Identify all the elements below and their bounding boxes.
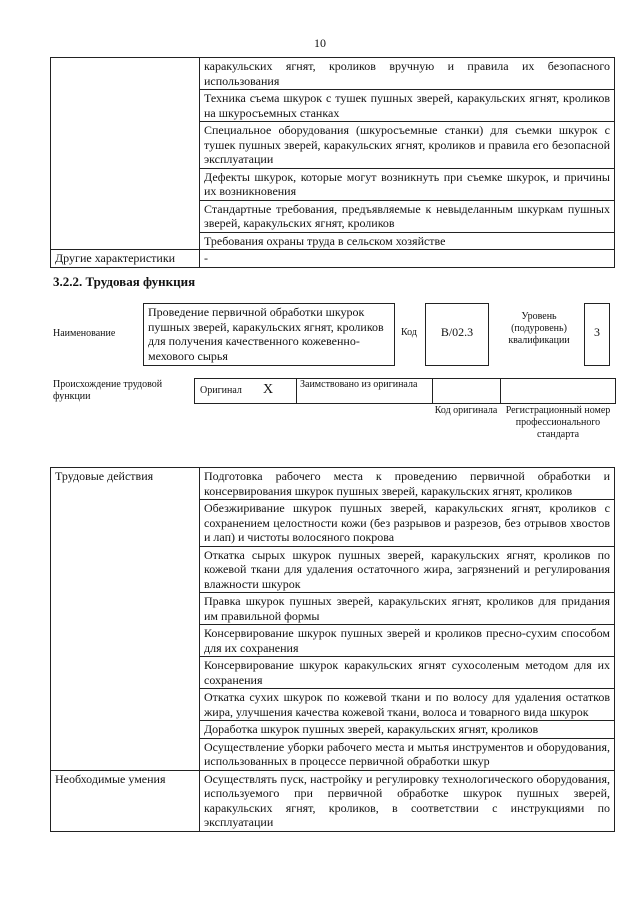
- table-cell: Откатка сухих шкурок по кожевой ткани и по волосу для удаления остатков жира, улучшения качества кожевой ткани, волоса и товарного вида шкурок: [200, 689, 615, 721]
- table-cell: Консервирование шкурок пушных зверей и кроликов пресно-сухим способом для их сохранения: [200, 625, 615, 657]
- level-value-box: 3: [584, 303, 610, 366]
- borrowed-label: Заимствовано из оригинала: [300, 379, 418, 390]
- section-title: 3.2.2. Трудовая функция: [53, 274, 196, 289]
- row-label: Необходимые умения: [51, 770, 200, 831]
- labor-actions-table: [50, 467, 615, 832]
- original-label: Оригинал: [200, 385, 242, 396]
- table-cell: Подготовка рабочего места к проведению первичной обработки и консервирования шкурок пушных зверей, каракульских ягнят, кроликов: [200, 468, 615, 500]
- table-cell: Правка шкурок пушных зверей, каракульских ягнят, кроликов для придания им правильной формы: [200, 593, 615, 625]
- table-cell: Доработка шкурок пушных зверей, каракульских ягнят, кроликов: [200, 721, 615, 739]
- code-label: Код: [401, 327, 417, 338]
- page-number: 10: [314, 36, 326, 50]
- row-label: Трудовые действия: [51, 468, 200, 771]
- knowledge-table: [50, 57, 615, 268]
- reg-number-caption: Регистрационный номер профессионального стандарта: [505, 405, 611, 440]
- row-label: Другие характеристики: [51, 250, 200, 268]
- table-row: [51, 250, 615, 268]
- table-row: [51, 468, 615, 500]
- table-cell: Откатка сырых шкурок пушных зверей, каракульских ягнят, кроликов по кожевой ткани для удаления остаточного жира, загрязнений и регулирования влажности шкурок: [200, 546, 615, 593]
- origin-table: [194, 378, 616, 404]
- table-cell: -: [200, 250, 615, 268]
- table-cell: каракульских ягнят, кроликов вручную и правила их безопасного использования: [200, 58, 615, 90]
- table-cell: Стандартные требования, предъявляемые к невыделанным шкуркам пушных зверей, каракульских ягнят, кроликов: [200, 200, 615, 232]
- name-label: Наименование: [53, 328, 116, 339]
- code-original-cell: [433, 379, 501, 403]
- function-name-box: Проведение первичной обработки шкурок пушных зверей, каракульских ягнят, кроликов для получения качественного кожевенно-мехового сырья: [143, 303, 395, 366]
- table-cell: Дефекты шкурок, которые могут возникнуть при съемке шкурок, и причины их возникновения: [200, 168, 615, 200]
- table-cell: Обезжиривание шкурок пушных зверей, каракульских ягнят, кроликов с сохранением целостности кожи (без разрывов и разрезов, без отрывов хвостов и лап) и чистоты волосяного покрова: [200, 500, 615, 547]
- table-cell: Консервирование шкурок каракульских ягнят сухосоленым методом для их сохранения: [200, 657, 615, 689]
- table-cell: Осуществлять пуск, настройку и регулировку технологического оборудования, используемого при первичной обработке шкурок пушных зверей, каракульских ягнят, кроликов, в соответствии с инструкциями по эксплуатации: [200, 770, 615, 831]
- table-cell: Специальное оборудования (шкуросъемные станки) для съемки шкурок с тушек пушных зверей, каракульских ягнят, кроликов и правила его безопасной эксплуатации: [200, 122, 615, 169]
- table-row: [51, 58, 615, 90]
- original-mark: X: [263, 382, 274, 397]
- borrowed-cell: [297, 379, 433, 403]
- row-label: [51, 58, 200, 250]
- table-cell: Осуществление уборки рабочего места и мытья инструментов и оборудования, использованных в процессе первичной обработки шкур: [200, 738, 615, 770]
- table-cell: Требования охраны труда в сельском хозяйстве: [200, 232, 615, 250]
- table-cell: Техника съема шкурок с тушек пушных зверей, каракульских ягнят, кроликов на шкуросъемных станках: [200, 90, 615, 122]
- level-label: Уровень (подуровень) квалификации: [508, 311, 570, 346]
- code-original-caption: Код оригинала: [434, 405, 498, 416]
- table-row: [51, 770, 615, 831]
- original-cell: [195, 379, 297, 403]
- origin-label: Происхождение трудовой функции: [53, 379, 163, 402]
- code-value-box: B/02.3: [425, 303, 489, 366]
